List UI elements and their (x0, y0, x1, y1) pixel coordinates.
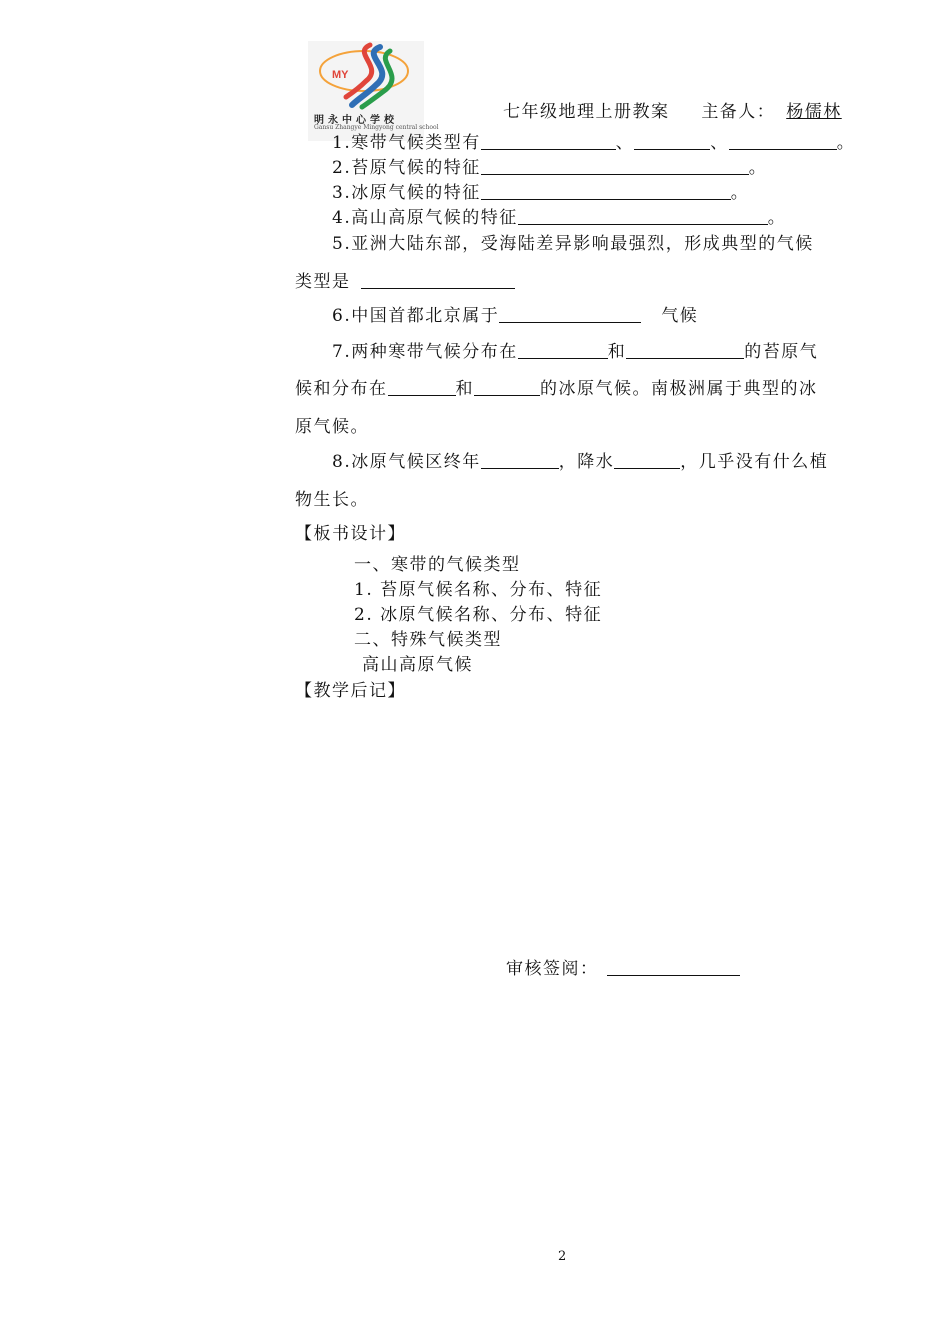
period: 。 (730, 183, 750, 203)
question-7-text-f: 的冰 (540, 379, 577, 399)
period: 。 (767, 208, 787, 228)
question-7-text-d: 候和分布在 (295, 379, 388, 399)
header-course: 七年级地理上册教案 (503, 102, 670, 122)
answer-blank[interactable] (729, 133, 837, 150)
question-5-text-a: 5.亚洲大陆东部， (332, 234, 481, 254)
separator: 、 (710, 133, 729, 153)
logo-school-name: 明永中心学校 (314, 115, 398, 126)
review-signature (506, 959, 740, 979)
answer-blank[interactable] (518, 208, 768, 225)
question-2 (332, 158, 767, 178)
question-6 (332, 306, 698, 326)
question-3 (332, 183, 749, 203)
question-6-text: 6.中国首都北京属于 (332, 306, 500, 326)
question-8-line-2 (295, 490, 369, 510)
question-7-text-a: 7.两种寒带气候分布在 (332, 342, 518, 362)
board-item: 1. 苔原气候名称、分布、特征 (354, 580, 603, 600)
answer-blank[interactable] (481, 183, 731, 200)
question-4-text: 4.高山高原气候的特征 (332, 208, 518, 228)
question-8-text-b: ，降水 (558, 452, 615, 472)
question-8-text-d: 物生长。 (295, 490, 369, 510)
board-item: 二、特殊气候类型 (354, 630, 502, 650)
logo-school-english: Gansu Zhangye Mingyong central school (314, 124, 439, 131)
answer-blank[interactable] (614, 452, 680, 469)
answer-blank[interactable] (481, 158, 749, 175)
answer-blank[interactable] (634, 133, 710, 150)
question-5-text-c: 类型是 (295, 272, 351, 292)
question-8-text-c: ，几乎没有什么植 (680, 452, 829, 472)
question-7-line-1 (332, 342, 818, 362)
answer-blank[interactable] (518, 342, 608, 359)
question-7-text-h: 原气候。 (295, 417, 369, 437)
question-5-line-2 (295, 272, 515, 292)
question-7-text-b: 和 (607, 342, 627, 362)
question-7-line-3 (295, 417, 369, 437)
board-design-title: 【板书设计】 (295, 524, 406, 544)
board-item: 2. 冰原气候名称、分布、特征 (354, 605, 603, 625)
question-8-line-1 (332, 452, 828, 472)
period: 。 (836, 133, 856, 153)
review-label: 审核签阅： (506, 959, 599, 979)
answer-blank[interactable] (481, 133, 616, 150)
answer-blank[interactable] (626, 342, 744, 359)
question-5-line-1 (332, 234, 814, 254)
svg-text:MY: MY (332, 69, 349, 81)
question-2-text: 2.苔原气候的特征 (332, 158, 481, 178)
header-preparer-name: 杨儒林 (786, 102, 842, 122)
teaching-notes-title: 【教学后记】 (295, 681, 406, 701)
answer-blank[interactable] (499, 306, 641, 323)
question-1 (332, 133, 855, 153)
question-8-text-a: 8.冰原气候区终年 (332, 452, 481, 472)
question-4 (332, 208, 786, 228)
signature-blank[interactable] (607, 959, 740, 976)
period: 。 (748, 158, 768, 178)
separator: 、 (615, 133, 635, 153)
question-3-text: 3.冰原气候的特征 (332, 183, 481, 203)
board-item: 一、寒带的气候类型 (354, 555, 521, 575)
question-7-text-c: 的苔原气 (744, 342, 819, 362)
question-7-line-2 (295, 379, 818, 399)
answer-blank[interactable] (474, 379, 540, 396)
question-7-text-e: 和 (455, 379, 474, 399)
page-number: 2 (558, 1249, 567, 1264)
question-7-text-g: 原气候。南极洲属于典型的冰 (577, 379, 818, 399)
answer-blank[interactable] (388, 379, 456, 396)
question-1-text: 1.寒带气候类型有 (332, 133, 481, 153)
answer-blank[interactable] (481, 452, 559, 469)
header-preparer-label: 主备人： (701, 102, 776, 122)
board-item: 高山高原气候 (362, 655, 473, 675)
question-5-text-b: 受海陆差异影响最强烈，形成典型的气候 (480, 234, 814, 254)
page-header (503, 102, 842, 122)
question-6-end: 气候 (661, 306, 699, 326)
answer-blank[interactable] (361, 272, 515, 289)
